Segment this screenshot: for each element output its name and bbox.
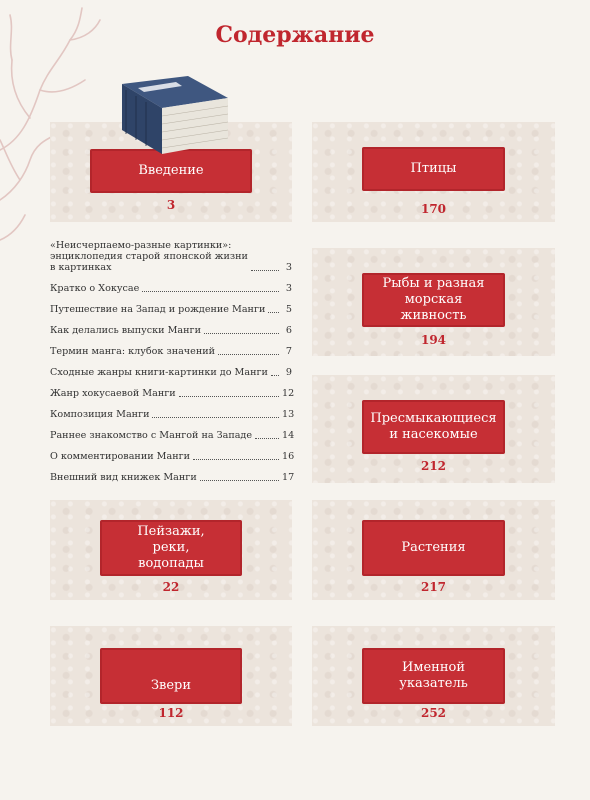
section-label: Птицы [362, 147, 505, 191]
toc-dot-leader [152, 417, 279, 418]
toc-row[interactable] [50, 472, 295, 483]
section-page: 212 [420, 459, 447, 473]
toc-row[interactable] [50, 346, 292, 357]
toc-entry-title: Термин манга: клубок значений [50, 346, 216, 357]
section-card-landscapes[interactable] [50, 500, 292, 600]
toc-entry-page: 9 [285, 367, 292, 378]
toc-entry-title: Кратко о Хокусае [50, 283, 140, 294]
toc-dot-leader [271, 375, 279, 376]
toc-entry-page: 7 [285, 346, 292, 357]
section-card-animals[interactable] [50, 626, 292, 726]
toc-entry-title: Путешествие на Запад и рождение Манги [50, 304, 266, 315]
toc-dot-leader [142, 291, 279, 292]
section-card-fish[interactable] [312, 248, 555, 356]
toc-entry-title: Как делались выпуски Манги [50, 325, 201, 336]
book-icon [118, 76, 238, 156]
section-label: Пресмыкающиеся и насекомые [362, 400, 505, 454]
section-card-index[interactable] [312, 626, 555, 726]
toc-row[interactable] [50, 304, 292, 315]
toc-entry-title: «Неисчерпаемо-разные картинки»: энциклопедия старой японской жизни в картинках [50, 240, 248, 273]
section-card-birds[interactable] [312, 122, 555, 222]
section-page: 170 [420, 202, 447, 216]
toc-dot-leader [179, 396, 279, 397]
section-label: Пейзажи, реки, водопады [100, 520, 242, 576]
toc-dot-leader [255, 438, 279, 439]
toc-entry-title: Жанр хокусаевой Манги [50, 388, 176, 399]
toc-entry-page: 3 [285, 283, 292, 294]
section-label: Рыбы и разная морская живность [362, 273, 505, 327]
toc-dot-leader [251, 270, 279, 271]
toc-row[interactable] [50, 240, 292, 273]
toc-entry-page: 14 [282, 430, 295, 441]
toc-entry-page: 13 [282, 409, 295, 420]
toc-row[interactable] [50, 409, 295, 420]
section-label: Звери [100, 648, 242, 704]
toc-entry-title: Сходные жанры книги-картинки до Манги [50, 367, 268, 378]
toc-dot-leader [268, 312, 279, 313]
section-card-plants[interactable] [312, 500, 555, 600]
section-label: Введение [90, 149, 252, 193]
toc-entry-title: О комментировании Манги [50, 451, 191, 462]
section-page: 112 [158, 706, 184, 720]
toc-entry-page: 16 [282, 451, 295, 462]
section-label: Растения [362, 520, 505, 576]
section-page: 22 [162, 580, 180, 594]
toc-dot-leader [218, 354, 279, 355]
section-page: 3 [166, 198, 176, 212]
section-label: Именной указатель [362, 648, 505, 704]
section-page: 217 [420, 580, 447, 594]
toc-dot-leader [200, 480, 279, 481]
page-title: Содержание [215, 22, 375, 48]
toc-row[interactable] [50, 283, 292, 294]
toc-entry-page: 6 [285, 325, 292, 336]
toc-row[interactable] [50, 367, 292, 378]
section-page: 252 [420, 706, 447, 720]
toc-row[interactable] [50, 388, 295, 399]
toc-row[interactable] [50, 325, 292, 336]
toc-dot-leader [193, 459, 279, 460]
toc-entry-title: Композиция Манги [50, 409, 150, 420]
toc-entry-page: 5 [285, 304, 292, 315]
toc-entry-title: Раннее знакомство с Мангой на Западе [50, 430, 253, 441]
toc-row[interactable] [50, 451, 295, 462]
toc-entry-page: 12 [282, 388, 295, 399]
toc-dot-leader [204, 333, 279, 334]
toc-entry-page: 3 [285, 262, 292, 273]
toc-entry-page: 17 [282, 472, 295, 483]
section-card-reptiles[interactable] [312, 375, 555, 483]
toc-list [50, 240, 295, 493]
toc-entry-title: Внешний вид книжек Манги [50, 472, 197, 483]
section-page: 194 [420, 333, 447, 347]
toc-row[interactable] [50, 430, 295, 441]
